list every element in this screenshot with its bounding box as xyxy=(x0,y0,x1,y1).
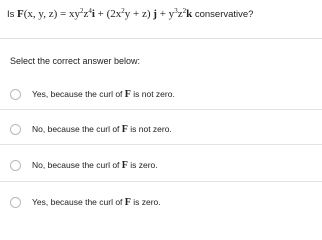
answer-prompt: Select the correct answer below: xyxy=(10,56,141,66)
question-prefix: Is xyxy=(7,9,18,20)
option-text-end: is not zero. xyxy=(127,123,172,134)
divider xyxy=(0,109,322,110)
unit-vector-j: j xyxy=(153,8,157,20)
answer-option-4[interactable] xyxy=(10,192,310,212)
answer-option-label xyxy=(32,160,158,171)
exponent: 4 xyxy=(88,7,92,15)
equation-term: z xyxy=(177,8,183,20)
question-suffix: conservative? xyxy=(192,9,254,20)
equation-term: y + z) xyxy=(124,8,154,20)
vector-field-symbol: F xyxy=(17,8,24,20)
option-text-start: Yes, because the curl of xyxy=(32,196,125,207)
exponent: 2 xyxy=(79,7,84,15)
equation-term: z xyxy=(83,8,89,20)
equation-lhs: (x, y, z) = xy xyxy=(23,8,80,20)
option-text-start: No, because the curl of xyxy=(32,123,122,134)
equation-term: + y xyxy=(156,8,175,20)
radio-button-icon[interactable] xyxy=(10,124,21,135)
exponent: 3 xyxy=(174,7,178,15)
answer-option-3[interactable] xyxy=(10,155,310,175)
option-text-end: is zero. xyxy=(130,196,161,207)
answer-option-1[interactable] xyxy=(10,84,310,104)
option-text-end: is not zero. xyxy=(130,88,175,99)
radio-button-icon[interactable] xyxy=(10,160,21,171)
option-text-start: No, because the curl of xyxy=(32,159,122,170)
radio-button-icon[interactable] xyxy=(10,89,21,100)
divider xyxy=(0,144,322,145)
vector-field-symbol: F xyxy=(124,88,131,100)
vector-field-symbol: F xyxy=(121,159,128,171)
radio-button-icon[interactable] xyxy=(10,197,21,208)
vector-field-symbol: F xyxy=(124,196,131,208)
divider xyxy=(0,38,322,39)
unit-vector-k: k xyxy=(186,8,193,20)
question-text xyxy=(7,6,319,23)
answer-option-label xyxy=(32,124,172,135)
answer-option-label xyxy=(32,197,161,208)
question-equation xyxy=(17,8,192,20)
answer-option-label xyxy=(32,89,175,100)
exponent: 2 xyxy=(182,7,187,15)
vector-field-symbol: F xyxy=(121,123,128,135)
unit-vector-i: i xyxy=(91,8,95,20)
option-text-end: is zero. xyxy=(127,159,158,170)
answer-option-2[interactable] xyxy=(10,119,310,139)
exponent: 2 xyxy=(121,7,125,15)
option-text-start: Yes, because the curl of xyxy=(32,88,125,99)
equation-term: + (2x xyxy=(94,8,122,20)
divider xyxy=(0,181,322,182)
